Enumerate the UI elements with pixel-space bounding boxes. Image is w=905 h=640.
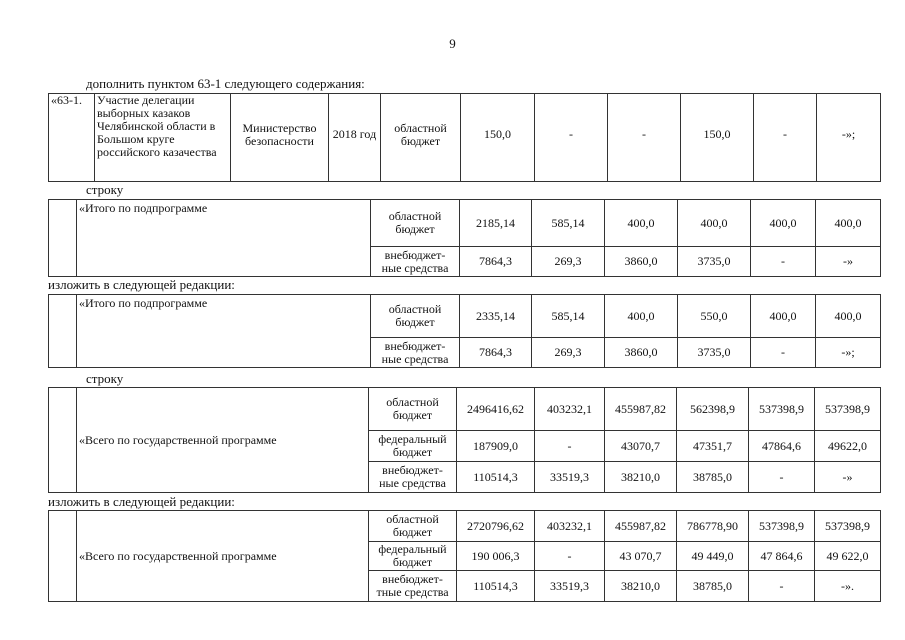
- value-cell: -: [535, 542, 605, 571]
- page-number: 9: [449, 36, 456, 51]
- value-cell: -»;: [816, 338, 881, 368]
- value-cell: 400,0: [678, 200, 751, 247]
- value-cell: 585,14: [532, 200, 605, 247]
- value-cell: -: [751, 247, 816, 277]
- source-cell: федеральный бюджет: [369, 431, 457, 462]
- value-cell: 400,0: [751, 295, 816, 338]
- item-value: -: [608, 94, 681, 182]
- source-cell: областной бюджет: [369, 388, 457, 431]
- value-cell: -: [751, 338, 816, 368]
- item-value: 150,0: [681, 94, 754, 182]
- row-title: «Всего по государственной программе: [77, 511, 369, 602]
- item-source: областной бюджет: [381, 94, 461, 182]
- value-cell: 187909,0: [457, 431, 535, 462]
- blank-cell: [49, 388, 77, 493]
- value-cell: 3860,0: [605, 338, 678, 368]
- value-cell: 110514,3: [457, 462, 535, 493]
- value-cell: 33519,3: [535, 571, 605, 602]
- value-cell: 455987,82: [605, 511, 677, 542]
- table-row: [49, 295, 881, 338]
- item-value-total: 150,0: [461, 94, 535, 182]
- item-value: -: [535, 94, 608, 182]
- value-cell: 403232,1: [535, 388, 605, 431]
- value-cell: 400,0: [751, 200, 816, 247]
- item-name: Участие делегации выборных казаков Челябинской области в Большом круге российского казачества: [95, 94, 231, 182]
- value-cell: 49 622,0: [815, 542, 881, 571]
- value-cell: 537398,9: [749, 511, 815, 542]
- source-cell: областной бюджет: [371, 200, 460, 247]
- value-cell: 38785,0: [677, 571, 749, 602]
- value-cell: -: [535, 431, 605, 462]
- source-cell: внебюджет- ные средства: [371, 338, 460, 368]
- value-cell: 38210,0: [605, 462, 677, 493]
- value-cell: -».: [815, 571, 881, 602]
- item-number: «63-1.: [49, 94, 95, 182]
- row-title: «Итого по подпрограмме: [77, 200, 371, 277]
- blank-cell: [49, 295, 77, 368]
- blank-cell: [49, 200, 77, 277]
- instruction-new-edition: изложить в следующей редакции:: [48, 277, 235, 292]
- source-cell: областной бюджет: [371, 295, 460, 338]
- value-cell: 49622,0: [815, 431, 881, 462]
- value-cell: 269,3: [532, 338, 605, 368]
- table-row: [49, 511, 881, 542]
- value-cell: 2335,14: [460, 295, 532, 338]
- value-cell: 2496416,62: [457, 388, 535, 431]
- source-cell: внебюджет- ные средства: [371, 247, 460, 277]
- value-cell: 2185,14: [460, 200, 532, 247]
- value-cell: -: [749, 571, 815, 602]
- value-cell: 562398,9: [677, 388, 749, 431]
- value-cell: 38785,0: [677, 462, 749, 493]
- value-cell: 43070,7: [605, 431, 677, 462]
- value-cell: 3735,0: [678, 338, 751, 368]
- table-row: [49, 388, 881, 431]
- value-cell: 403232,1: [535, 511, 605, 542]
- source-cell: внебюджет- ные средства: [369, 462, 457, 493]
- value-cell: -: [749, 462, 815, 493]
- value-cell: 550,0: [678, 295, 751, 338]
- value-cell: 786778,90: [677, 511, 749, 542]
- value-cell: 47351,7: [677, 431, 749, 462]
- value-cell: 400,0: [816, 200, 881, 247]
- value-cell: 49 449,0: [677, 542, 749, 571]
- item-value: -»;: [817, 94, 881, 182]
- item-executor: Министерство безопасности: [231, 94, 329, 182]
- value-cell: 7864,3: [460, 247, 532, 277]
- source-cell: федеральный бюджет: [369, 542, 457, 571]
- value-cell: 400,0: [605, 200, 678, 247]
- table-row: [49, 94, 881, 182]
- value-cell: 43 070,7: [605, 542, 677, 571]
- subprogram-new-table: [48, 294, 881, 368]
- value-cell: 3735,0: [678, 247, 751, 277]
- value-cell: 537398,9: [749, 388, 815, 431]
- subprogram-old-table: [48, 199, 881, 277]
- item-value: -: [754, 94, 817, 182]
- item-term: 2018 год: [329, 94, 381, 182]
- program-old-table: [48, 387, 881, 493]
- value-cell: 537398,9: [815, 511, 881, 542]
- value-cell: 585,14: [532, 295, 605, 338]
- value-cell: 2720796,62: [457, 511, 535, 542]
- blank-cell: [49, 511, 77, 602]
- value-cell: 7864,3: [460, 338, 532, 368]
- program-new-table: [48, 510, 881, 602]
- instruction-add-item: дополнить пунктом 63-1 следующего содержания:: [86, 76, 365, 91]
- value-cell: -»: [815, 462, 881, 493]
- row-title: «Итого по подпрограмме: [77, 295, 371, 368]
- value-cell: 47864,6: [749, 431, 815, 462]
- value-cell: 33519,3: [535, 462, 605, 493]
- row-title: «Всего по государственной программе: [77, 388, 369, 493]
- value-cell: 400,0: [605, 295, 678, 338]
- value-cell: 110514,3: [457, 571, 535, 602]
- value-cell: 190 006,3: [457, 542, 535, 571]
- value-cell: 537398,9: [815, 388, 881, 431]
- value-cell: 269,3: [532, 247, 605, 277]
- value-cell: -»: [816, 247, 881, 277]
- source-cell: областной бюджет: [369, 511, 457, 542]
- value-cell: 3860,0: [605, 247, 678, 277]
- instruction-row: строку: [86, 371, 124, 386]
- value-cell: 455987,82: [605, 388, 677, 431]
- source-cell: внебюджет- тные средства: [369, 571, 457, 602]
- instruction-new-edition: изложить в следующей редакции:: [48, 494, 235, 509]
- value-cell: 400,0: [816, 295, 881, 338]
- value-cell: 38210,0: [605, 571, 677, 602]
- instruction-row: строку: [86, 182, 124, 197]
- table-row: [49, 200, 881, 247]
- value-cell: 47 864,6: [749, 542, 815, 571]
- new-item-table: [48, 93, 881, 182]
